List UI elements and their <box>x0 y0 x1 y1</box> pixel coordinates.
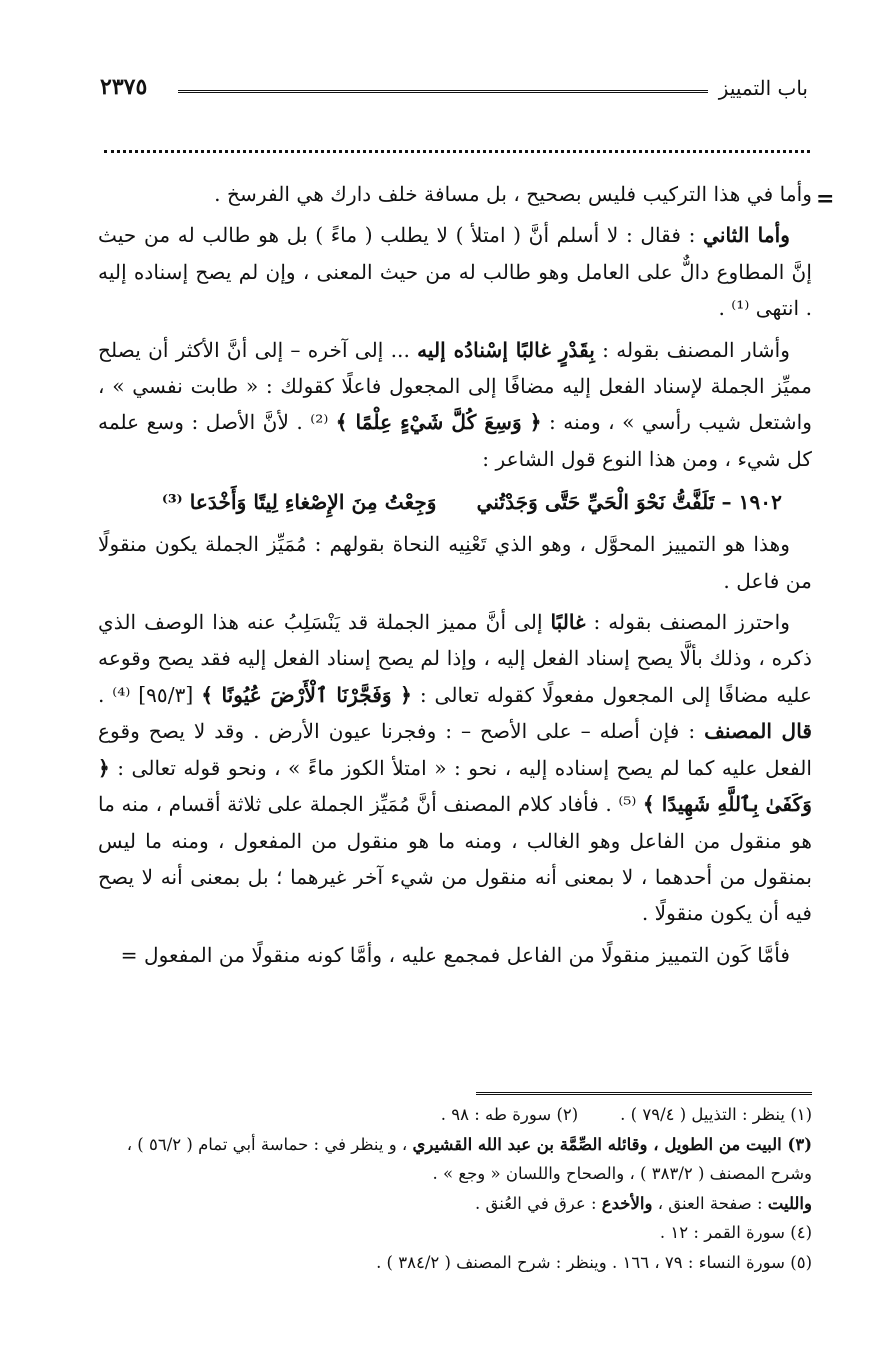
quoted-phrase: بِقَدْرٍ غالبًا إسْنادُه إليه <box>417 337 595 362</box>
gloss-term-2: والأخدع <box>601 1193 653 1213</box>
footnote-3-text: ، و ينظر في : حماسة أبي تمام ( ٥٦/٢ ) ، <box>126 1134 408 1154</box>
dotted-divider <box>104 150 810 153</box>
verse-hemistich-a: تَلَفَّتُّ نَحْوَ الْحَيِّ حَتَّى وَجَدْتُني <box>476 490 715 515</box>
paragraph-6: فأمَّا كَون التمييز منقولًا من الفاعل فمجمع عليه ، وأمَّا كونه منقولًا من المفعول = <box>120 942 790 967</box>
paragraph-5-text-a: واحترز المصنف بقوله : <box>593 610 791 635</box>
verse-first-hemistich <box>477 482 782 522</box>
paragraph-2 <box>98 217 812 326</box>
footnote-3-lead: (٣) البيت من الطويل ، وقائله الصِّمَّة بن عبد الله القشيري <box>412 1134 812 1154</box>
paragraph-3-text-b: ... إلى آخره – إلى أنَّ الأكثر أن يصلح مميِّز الجملة لإسناد الفعل إليه مضافًا إلى المجعول فاعلًا كقولك : « طابت نفسي » ، واشتعل شيب رأسي » ، ومنه : <box>98 337 813 435</box>
gloss-def-2: : عرق في العُنق . <box>475 1193 597 1213</box>
footnote-4: (٤) سورة القمر : ١٢ . <box>659 1223 812 1242</box>
quran-quote-2: ﴿ وَفَجَّرْنَا ٱلْأَرْضَ عُيُونًا ﴾ <box>201 682 412 707</box>
paragraph-5-text-d: : فإن أصله – على الأصح – : وفجرنا عيون الأرض . وقد لا يصح وقوع الفعل عليه كما لم يصح إسناده إليه ، نحو : « امتلأ الكوز ماءً » ، ونحو قوله تعالى : <box>98 719 812 780</box>
paragraph-2-lead: وأما الثاني <box>703 223 790 248</box>
main-text <box>98 176 812 978</box>
quran-quote-3: ﴿ وَكَفَىٰ بِٱللَّهِ شَهِيدًا ﴾ <box>98 755 813 817</box>
header-rule <box>178 90 708 96</box>
paragraph-5-text-c: [٩٥/٣] ⁽⁴⁾ . <box>98 682 194 707</box>
page-number: ٢٣٧٥ <box>100 74 148 100</box>
gloss-term-1: والليت <box>767 1193 812 1213</box>
footnote-3-line-2: وشرح المصنف ( ٣٨٣/٢ ) ، والصحاح واللسان « وجع » . <box>432 1164 812 1183</box>
running-header <box>100 74 808 108</box>
paragraph-5 <box>98 604 812 932</box>
paragraph-3-text-c: ⁽²⁾ . لأنَّ الأصل : وسع علمه كل شيء ، ومن هذا النوع قول الشاعر : <box>98 410 812 471</box>
verse-hemistich-b: وَجِعْتُ مِنَ الإِصْغاءِ لِيتًا وَأَخْدَعا ⁽³⁾ <box>161 490 437 515</box>
quoted-word: غالبًا <box>550 610 586 635</box>
footnote-2: (٢) سورة طه : ٩٨ . <box>440 1105 579 1124</box>
footnote-row-1 <box>100 1100 812 1130</box>
gloss-def-1: : صفحة العنق ، <box>657 1193 763 1213</box>
footnote-3-line-3 <box>100 1189 812 1219</box>
author-said: قال المصنف <box>704 719 812 744</box>
paragraph-1: وأما في هذا التركيب فليس بصحيح ، بل مسافة خلف دارك هي الفرسخ . <box>214 182 812 206</box>
paragraph-3 <box>98 332 812 478</box>
paragraph-5-text-e: ⁽⁵⁾ . فأفاد كلام المصنف أنَّ مُمَيِّز الجملة على ثلاثة أقسام ، منه ما هو منقول من الفاعل وهو الغالب ، ومنه ما هو منقول من المفعول ، ومنه ما ليس بمنقول من أحدهما ، لا بمعنى أنه منقول من شيء آخر غيرهما ؛ بل بمعنى أنه لا يصح فيه أن يكون منقولًا . <box>98 792 812 926</box>
poetry-verse <box>98 482 812 522</box>
quran-quote: ﴿ وَسِعَ كُلَّ شَيْءٍ عِلْمًا ﴾ <box>335 410 542 435</box>
paragraph-2-text: : فقال : لا أسلم أنَّ ( امتلأ ) لا يطلب ( ماءً ) بل هو طالب له من حيث إنَّ المطاوع دالٌّ على العامل وهو طالب له من حيث المعنى ، وإن لم يصح إسناده إليه . انتهى ⁽¹⁾ . <box>98 223 812 321</box>
continuation-mark-top: = <box>816 186 835 212</box>
chapter-title: باب التمييز <box>718 76 808 100</box>
footnote-3 <box>100 1130 812 1160</box>
paragraph-3-text-a: وأشار المصنف بقوله : <box>602 337 790 362</box>
paragraph-5-text-b: إلى أنَّ مميز الجملة قد يَنْسَلِبُ عنه هذا الوصف الذي ذكره ، وذلك بألَّا يصح إسناد الفعل إليه ، وإذا لم يصح إسناد الفعل إليه فقد يصح وقوعه عليه مضافًا إلى المجعول مفعولًا كقوله تعالى : <box>98 610 813 707</box>
footnote-5: (٥) سورة النساء : ٧٩ ، ١٦٦ . وينظر : شرح المصنف ( ٣٨٤/٢ ) . <box>376 1252 812 1272</box>
paragraph-4: وهذا هو التمييز المحوَّل ، وهو الذي تَعْنِيه النحاة بقولهم : مُمَيِّز الجملة يكون منقولًا من فاعل . <box>98 532 812 593</box>
footnotes <box>100 1100 812 1277</box>
footnote-rule <box>476 1092 812 1095</box>
footnote-1: (١) ينظر : التذييل ( ٧٩/٤ ) . <box>620 1105 812 1124</box>
verse-number: ١٩٠٢ – <box>721 490 782 515</box>
